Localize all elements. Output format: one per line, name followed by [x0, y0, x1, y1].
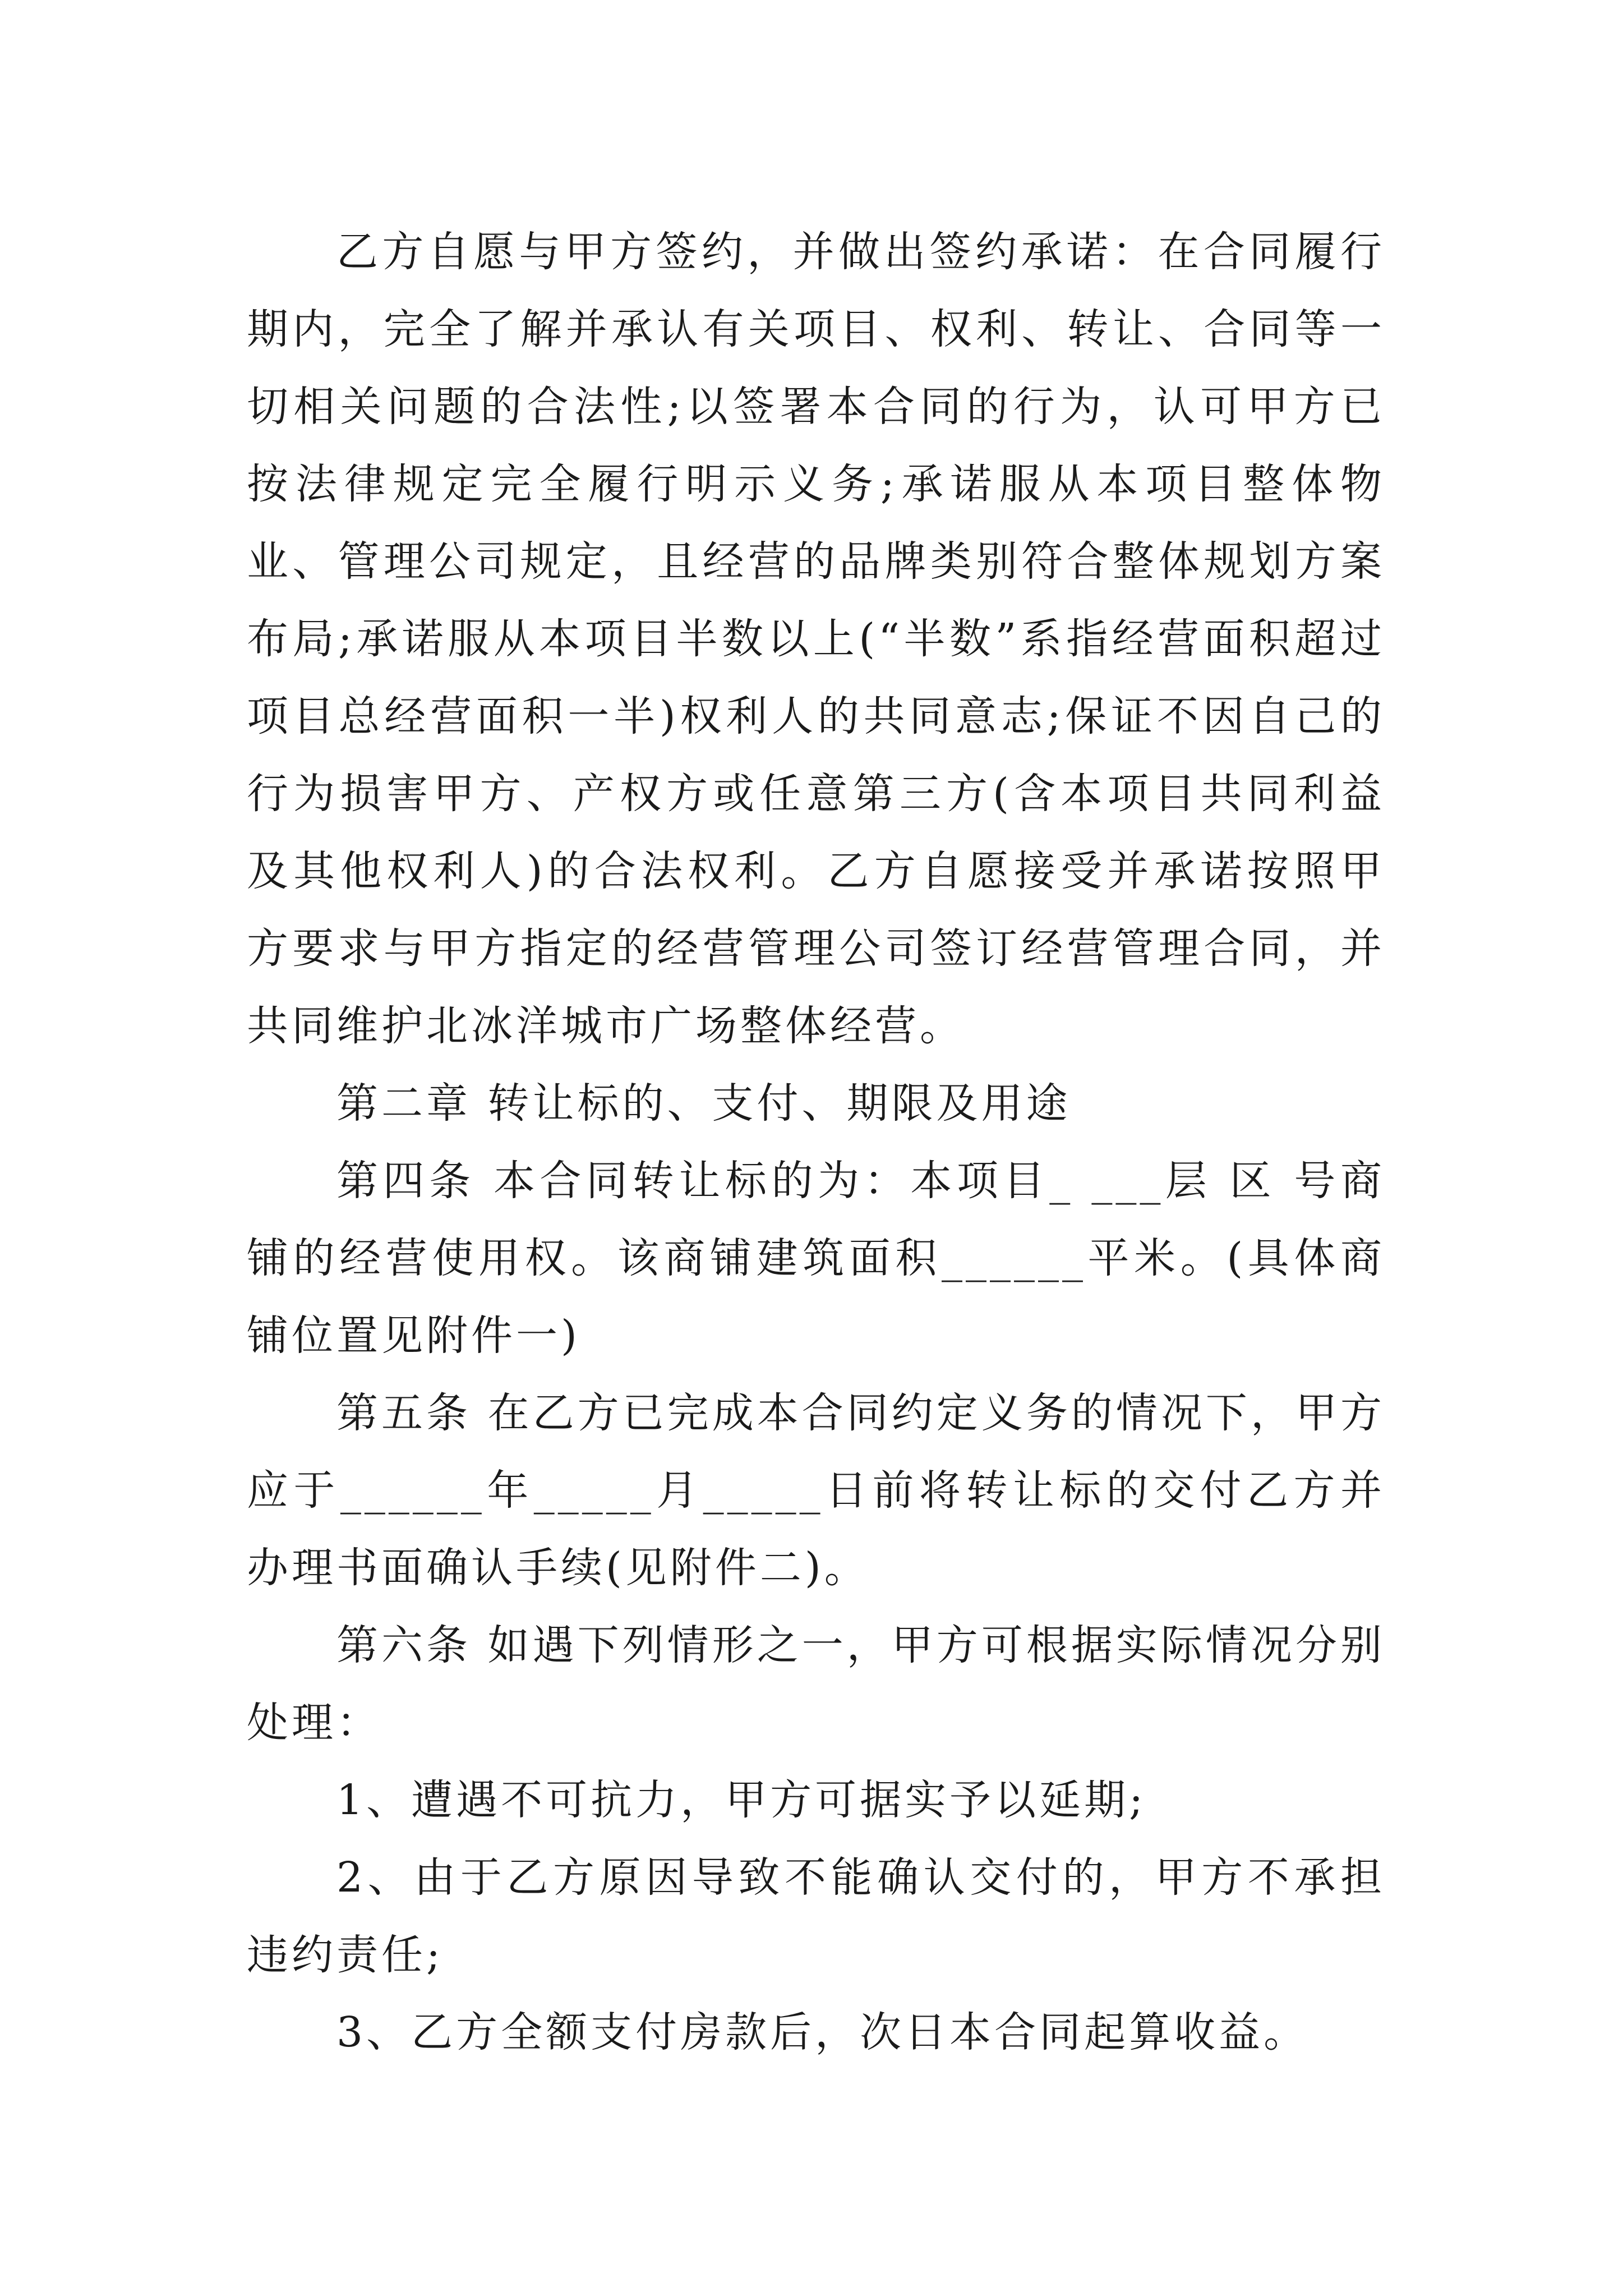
list-item-1: 1、遭遇不可抗力，甲方可据实予以延期;	[336, 1776, 1147, 1824]
list-item-2: 2、由于乙方原因导致不能确认交付的，甲方不承担违约责任;	[247, 1853, 1385, 1979]
article-4: 第四条 本合同转让标的为：本项目_ ___层 区 号商铺的经营使用权。该商铺建筑面积______平米。(具体商铺位置见附件一)	[247, 1157, 1385, 1360]
paragraph-commitment: 乙方自愿与甲方签约，并做出签约承诺：在合同履行期内，完全了解并承认有关项目、权利、转让、合同等一切相关问题的合法性;以签署本合同的行为，认可甲方已按法律规定完全履行明示义务;承诺服从本项目整体物业、管理公司规定，且经营的品牌类别符合整体规划方案布局;承诺服从本项目半数以上(“半数”系指经营面积超过项目总经营面积一半)权利人的共同意志;保证不因自己的行为损害甲方、产权方或任意第三方(含本项目共同利益及其他权利人)的合法权利。乙方自愿接受并承诺按照甲方要求与甲方指定的经营管理公司签订经营管理合同，并共同维护北冰洋城市广场整体经营。	[247, 228, 1385, 1050]
article-6: 第六条 如遇下列情形之一，甲方可根据实际情况分别处理：	[247, 1621, 1385, 1747]
list-item-3: 3、乙方全额支付房款后，次日本合同起算收益。	[336, 2008, 1309, 2056]
chapter-heading: 第二章 转让标的、支付、期限及用途	[336, 1079, 1071, 1128]
article-5: 第五条 在乙方已完成本合同约定义务的情况下，甲方应于______年_____月_____日前将转让标的交付乙方并办理书面确认手续(见附件二)。	[247, 1389, 1385, 1592]
document-body	[247, 213, 1385, 2071]
